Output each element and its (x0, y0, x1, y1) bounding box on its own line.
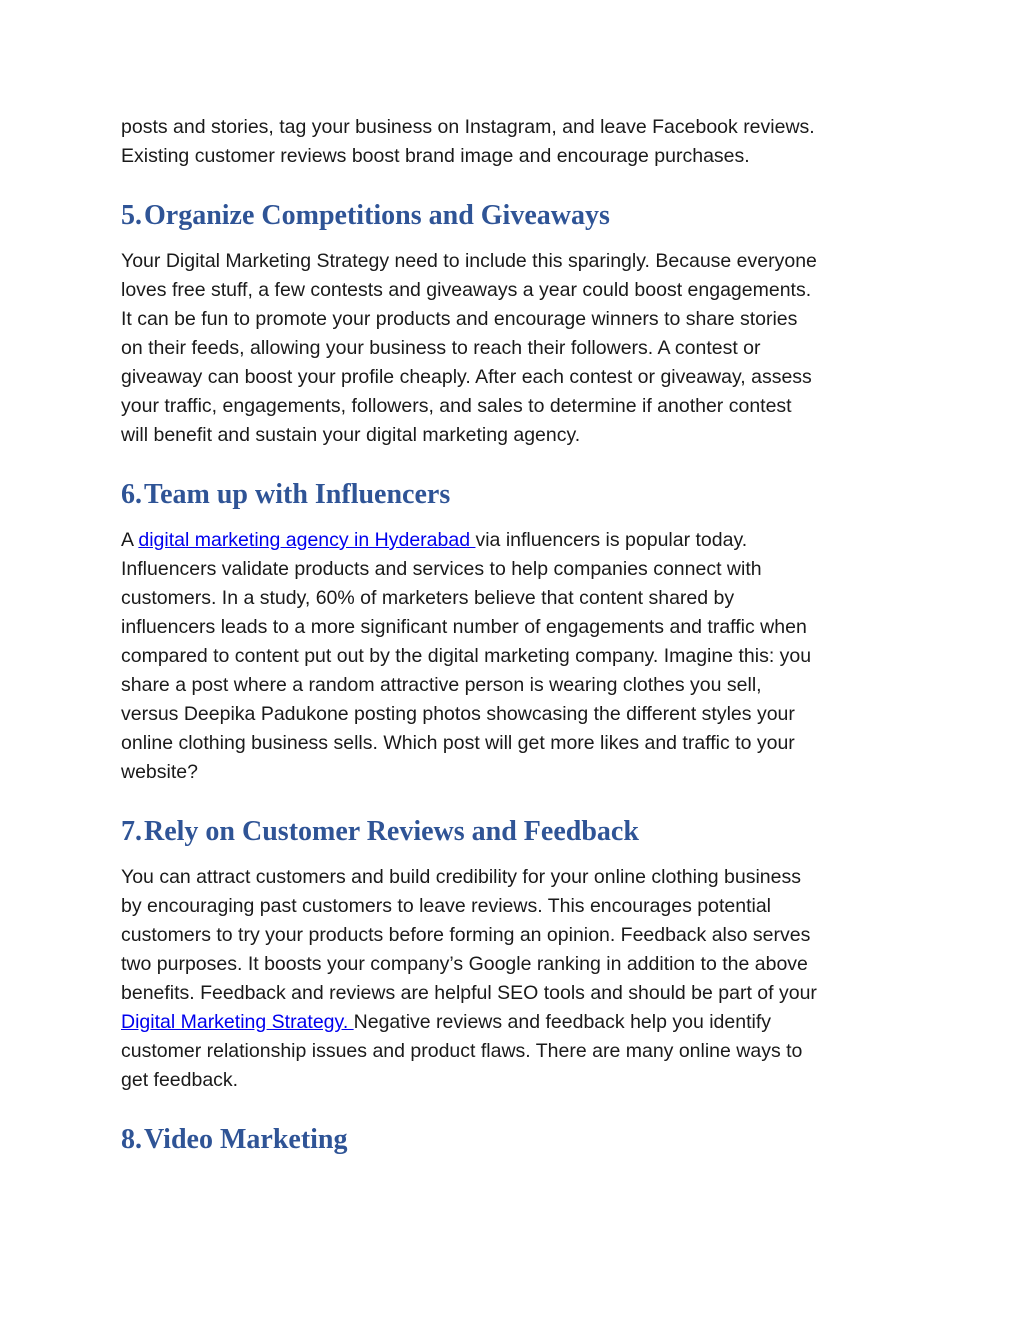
section-6-paragraph (121, 526, 911, 787)
text-line: share a post where a random attractive person is wearing clothes you sell, (121, 674, 762, 696)
text-line: get feedback. (121, 1069, 239, 1091)
section-5-heading (121, 199, 911, 233)
section-title: Rely on Customer Reviews and Feedback (144, 816, 639, 847)
text-line (121, 1008, 911, 1037)
section-number: 6. (121, 479, 142, 510)
text-line: posts and stories, tag your business on Instagram, and leave Facebook reviews. (121, 116, 815, 138)
text-line: customers. In a study, 60% of marketers believe that content shared by (121, 587, 735, 609)
section-title: Video Marketing (144, 1124, 348, 1155)
text-line: influencers leads to a more significant number of engagements and traffic when (121, 616, 807, 638)
text-line: customer relationship issues and product flaws. There are many online ways to (121, 1040, 803, 1062)
section-6-heading (121, 478, 911, 512)
text-line: It can be fun to promote your products and encourage winners to share stories (121, 308, 798, 330)
section-number: 8. (121, 1124, 142, 1155)
text-line: compared to content put out by the digital marketing company. Imagine this: you (121, 645, 812, 667)
section-7-heading (121, 815, 911, 849)
text-line: Your Digital Marketing Strategy need to include this sparingly. Because everyone (121, 250, 817, 272)
text-line: two purposes. It boosts your company’s Google ranking in addition to the above (121, 953, 808, 975)
text-line: Existing customer reviews boost brand image and encourage purchases. (121, 145, 750, 167)
text-line: by encouraging past customers to leave reviews. This encourages potential (121, 895, 772, 917)
text-line: website? (121, 761, 198, 783)
section-number: 7. (121, 816, 142, 847)
text-line: online clothing business sells. Which post will get more likes and traffic to your (121, 732, 795, 754)
text-line: your traffic, engagements, followers, and sales to determine if another contest (121, 395, 792, 417)
text-line: Influencers validate products and services to help companies connect with (121, 558, 762, 580)
line-suffix: via influencers is popular today. (475, 529, 748, 551)
document-page (121, 113, 911, 1157)
hyderabad-agency-link[interactable]: digital marketing agency in Hyderabad (138, 529, 476, 551)
text-line: benefits. Feedback and reviews are helpful SEO tools and should be part of your (121, 982, 817, 1004)
section-title: Team up with Influencers (144, 479, 451, 510)
text-line: customers to try your products before forming an opinion. Feedback also serves (121, 924, 811, 946)
section-7-paragraph (121, 863, 911, 1095)
section-5-paragraph (121, 247, 911, 450)
text-line: You can attract customers and build credibility for your online clothing business (121, 866, 801, 888)
text-line: giveaway can boost your profile cheaply. After each contest or giveaway, assess (121, 366, 812, 388)
section-number: 5. (121, 200, 142, 231)
text-line (121, 526, 911, 555)
line-suffix: Negative reviews and feedback help you identify (353, 1011, 771, 1033)
text-line: on their feeds, allowing your business to reach their followers. A contest or (121, 337, 761, 359)
intro-paragraph (121, 113, 911, 171)
section-8-heading (121, 1123, 911, 1157)
digital-marketing-strategy-link[interactable]: Digital Marketing Strategy. (121, 1011, 354, 1033)
text-line: loves free stuff, a few contests and giveaways a year could boost engagements. (121, 279, 812, 301)
section-title: Organize Competitions and Giveaways (144, 200, 610, 231)
text-line: versus Deepika Padukone posting photos showcasing the different styles your (121, 703, 795, 725)
text-line: will benefit and sustain your digital marketing agency. (121, 424, 581, 446)
line-prefix: A (121, 529, 139, 551)
